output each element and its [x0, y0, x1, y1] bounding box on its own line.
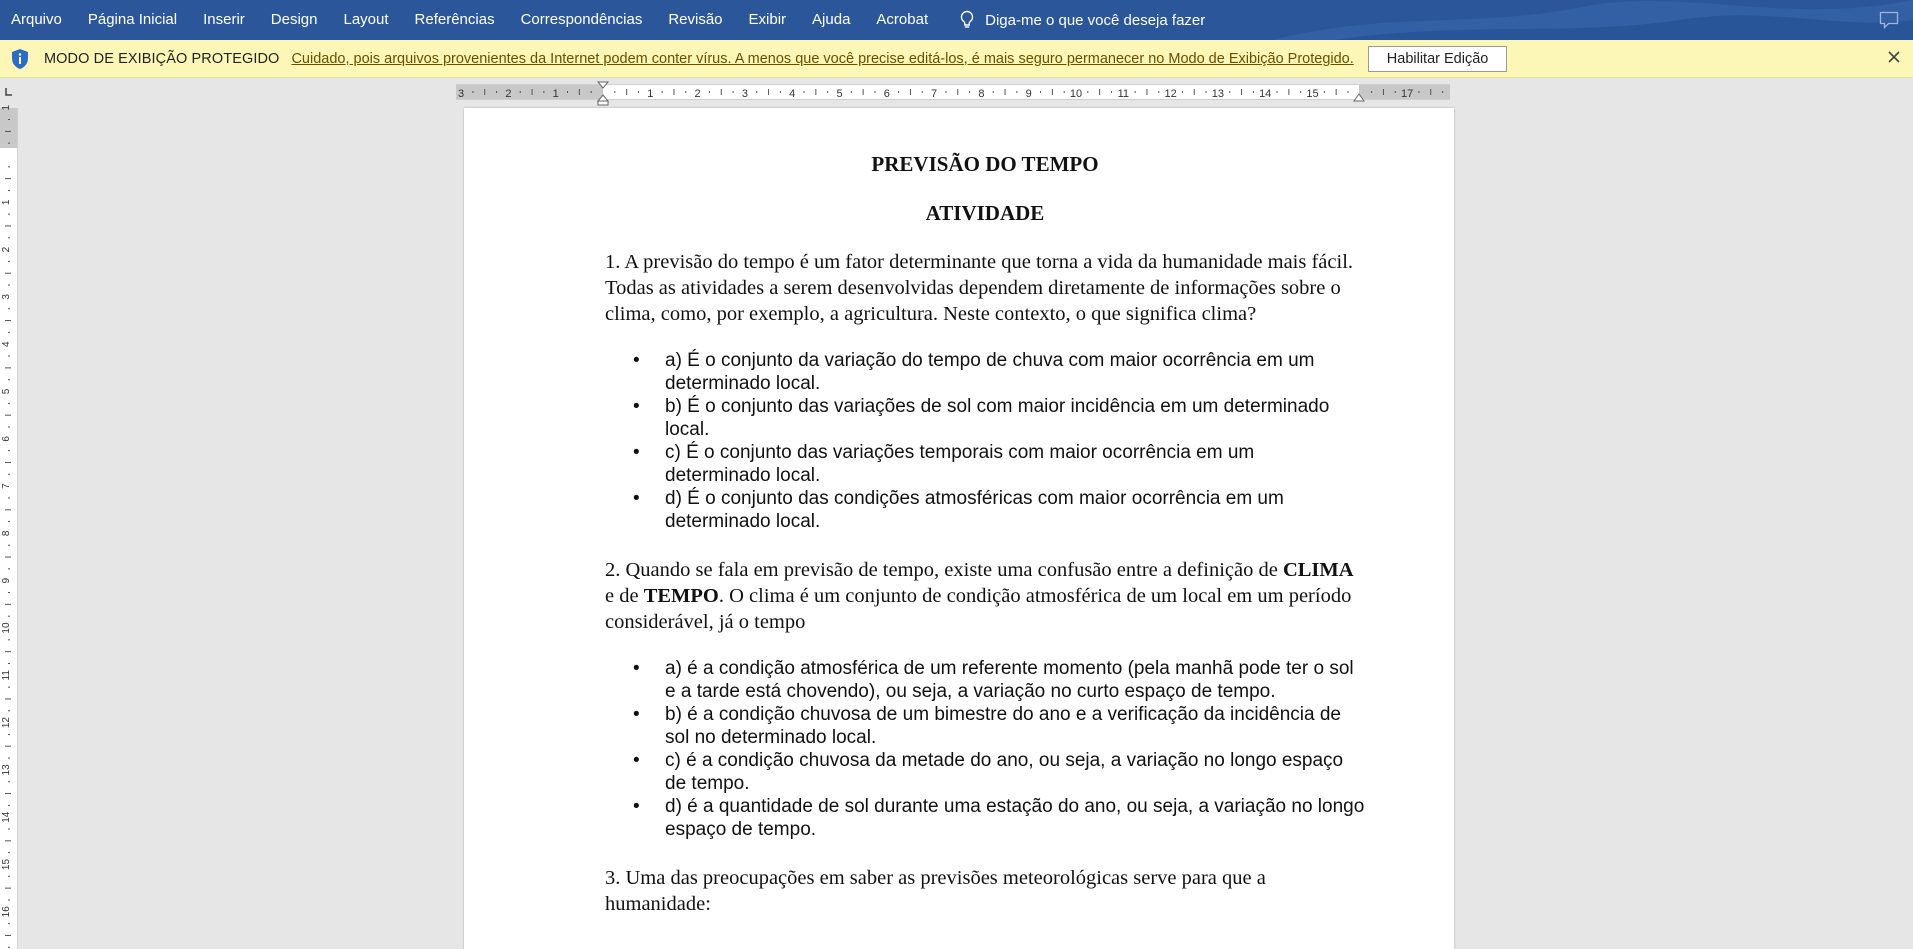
- ruler-tick: [945, 91, 946, 93]
- ruler-label: 8: [1, 530, 12, 537]
- ruler-tick: [1206, 91, 1207, 93]
- ruler-tick: [8, 356, 10, 357]
- ruler-tick: [8, 899, 10, 900]
- tab-referencias[interactable]: Referências: [414, 11, 495, 28]
- ribbon-menu-bar: [0, 0, 1913, 40]
- ruler-tick: [591, 91, 592, 93]
- ruler-tick: [5, 840, 11, 841]
- ruler-tick: [8, 758, 10, 759]
- ruler-tick: [8, 450, 10, 451]
- ruler-tick: [8, 379, 10, 380]
- list-item: • b) É o conjunto das variações de sol com maior incidência em um determinado local.: [605, 395, 1365, 441]
- ruler-label: 5: [1, 388, 12, 395]
- ruler-tick: [8, 876, 10, 877]
- vertical-ruler-ticks: [0, 104, 18, 949]
- ruler-tick: [1111, 91, 1112, 93]
- document-body: [605, 152, 1365, 917]
- ruler-tick: [8, 237, 10, 238]
- ruler-tick: [1347, 91, 1348, 93]
- ruler-tick: [5, 557, 11, 558]
- ruler-label: 12: [1164, 88, 1177, 100]
- ruler-tick: [626, 89, 627, 95]
- ruler-tick: [532, 89, 533, 95]
- ruler-tick: [8, 214, 10, 215]
- ruler-tick: [815, 89, 816, 95]
- ruler-label: 16: [1, 906, 12, 918]
- question-1-options: [605, 349, 1365, 533]
- ruler-tick: [898, 91, 899, 93]
- ruler-tick: [756, 91, 757, 93]
- ruler-tick: [1016, 91, 1017, 93]
- ruler-tick: [5, 935, 11, 936]
- question-2-text-part: 2. Quando se fala em previsão de tempo, existe uma confusão entre a definição de: [605, 559, 1283, 581]
- ruler-tick: [922, 91, 923, 93]
- ruler-tick: [5, 225, 11, 226]
- ruler-label: 14: [1259, 88, 1272, 100]
- ruler-tick: [5, 698, 11, 699]
- ruler-tick: [638, 91, 639, 93]
- tab-revisao[interactable]: Revisão: [668, 11, 723, 28]
- ruler-tick: [8, 781, 10, 782]
- document-subtitle: ATIVIDADE: [925, 201, 1045, 225]
- ruler-label: 1: [1, 199, 12, 206]
- question-2-options: [605, 657, 1365, 841]
- list-item: • d) é a quantidade de sol durante uma estação do ano, ou seja, a variação no longo espaço de tempo.: [605, 795, 1365, 841]
- ruler-tick: [1395, 91, 1396, 93]
- tab-layout[interactable]: Layout: [343, 11, 389, 28]
- ruler-tick: [5, 273, 11, 274]
- ruler-label: 9: [1, 577, 12, 584]
- bold-term-tempo: TEMPO: [643, 585, 719, 607]
- ruler-tick: [8, 545, 10, 546]
- ruler-tick: [1336, 89, 1337, 95]
- ruler-tick: [1087, 91, 1088, 93]
- ruler-tick: [673, 89, 674, 95]
- ruler-tick: [543, 91, 544, 93]
- ruler-tick: [5, 888, 11, 889]
- tab-design[interactable]: Design: [270, 11, 318, 28]
- ruler-label: 2: [694, 88, 701, 100]
- ruler-tick: [8, 687, 10, 688]
- tab-arquivo[interactable]: Arquivo: [11, 11, 62, 28]
- ruler-tick: [1300, 91, 1301, 93]
- ruler-tick: [8, 923, 10, 924]
- ruler-tick: [8, 403, 10, 404]
- ruler-tick: [1099, 89, 1100, 95]
- ruler-label: 13: [1211, 88, 1225, 100]
- ruler-tick: [721, 89, 722, 95]
- ruler-label: 7: [931, 88, 938, 100]
- ruler-label: 8: [978, 88, 985, 100]
- first-line-indent-marker-icon[interactable]: [597, 81, 609, 105]
- list-item: • c) É o conjunto das variações temporais com maior ocorrência em um determinado local.: [605, 441, 1365, 487]
- ruler-tick: [8, 710, 10, 711]
- ruler-tick: [5, 509, 11, 510]
- ruler-tick: [910, 89, 911, 95]
- ribbon-decoration: [1273, 0, 1913, 40]
- ruler-label: 6: [883, 88, 890, 100]
- ruler-label: 4: [789, 88, 796, 100]
- ruler-tick: [8, 285, 10, 286]
- ruler-tick: [8, 166, 10, 167]
- ruler-tick: [8, 616, 10, 617]
- list-item: • c) é a condição chuvosa da metade do ano, ou seja, a variação no longo espaço de tempo.: [605, 749, 1365, 795]
- ruler-tick: [8, 143, 10, 144]
- ruler-tick: [5, 462, 11, 463]
- ruler-tick: [5, 746, 11, 747]
- ruler-tick: [957, 89, 958, 95]
- ruler-tick: [8, 426, 10, 427]
- tab-acrobat[interactable]: Acrobat: [876, 11, 929, 28]
- ruler-tick: [1135, 91, 1136, 93]
- ruler-label: 11: [1117, 88, 1130, 100]
- ruler-label: 2: [505, 88, 512, 100]
- question-2-text-part: e de: [605, 585, 644, 607]
- list-item: • a) É o conjunto da variação do tempo de chuva com maior ocorrência em um determinado local.: [605, 349, 1365, 395]
- ruler-label: 11: [1, 670, 12, 681]
- ruler-tick: [804, 91, 805, 93]
- ruler-label: 13: [1, 764, 12, 776]
- tell-me-search[interactable]: [959, 10, 1205, 30]
- ruler-label: 10: [1, 622, 12, 634]
- ruler-tick: [662, 91, 663, 93]
- ruler-tick: [567, 91, 568, 93]
- ruler-tick: [993, 91, 994, 93]
- ruler-tick: [8, 639, 10, 640]
- ruler-tick: [5, 131, 11, 132]
- ruler-label: 4: [1, 341, 12, 347]
- ruler-tick: [1418, 91, 1419, 93]
- close-icon[interactable]: [1887, 50, 1901, 64]
- list-item: • b) é a condição chuvosa de um bimestre do ano e a verificação da incidência de sol no determinado local.: [605, 703, 1365, 749]
- ruler-label: 17: [1400, 88, 1414, 100]
- ruler-tick: [1288, 89, 1289, 95]
- ruler-tick: [1324, 91, 1325, 93]
- ruler-tick: [8, 734, 10, 735]
- ruler-tick: [614, 91, 615, 93]
- ruler-tick: [8, 521, 10, 522]
- ruler-tick: [1146, 89, 1147, 95]
- ruler-tick: [8, 663, 10, 664]
- ruler-tick: [8, 474, 10, 475]
- ruler-tick: [1052, 89, 1053, 95]
- ruler-tick: [1371, 91, 1372, 93]
- ruler-label: 1: [0, 104, 12, 111]
- ruler-tick: [5, 178, 11, 179]
- ruler-tick: [8, 592, 10, 593]
- ruler-tick: [1253, 91, 1254, 93]
- ruler-tick: [8, 308, 10, 309]
- ruler-label: 6: [1, 436, 12, 442]
- ruler-label: 10: [1069, 88, 1083, 100]
- ruler-tick: [685, 91, 686, 93]
- ruler-tick: [863, 89, 864, 95]
- ruler-tick: [8, 497, 10, 498]
- right-indent-marker-icon[interactable]: [1353, 91, 1365, 103]
- ruler-label: 14: [1, 811, 12, 823]
- protected-view-message[interactable]: Cuidado, pois arquivos provenientes da Internet podem conter vírus. A menos que você precise editá-los, é mais seguro permanecer no Modo de Exibição Protegido.: [291, 50, 1354, 67]
- ruler-tick: [1229, 91, 1230, 93]
- ruler-label: 7: [1, 483, 12, 489]
- ruler-tick: [1182, 91, 1183, 93]
- ruler-label: 9: [1025, 88, 1032, 100]
- ruler-label: 3: [741, 88, 748, 100]
- ruler-tick: [496, 91, 497, 93]
- protected-view-bar: [0, 40, 1913, 78]
- ruler-label: 2: [1, 246, 12, 253]
- tab-pagina-inicial[interactable]: Página Inicial: [87, 11, 178, 28]
- ruler-label: 1: [552, 88, 559, 100]
- document-title: PREVISÃO DO TEMPO: [871, 152, 1099, 176]
- ruler-tick: [780, 91, 781, 93]
- ruler-tick: [1194, 89, 1195, 95]
- protected-view-title: MODO DE EXIBIÇÃO PROTEGIDO: [44, 50, 280, 67]
- ruler-tick: [579, 89, 580, 95]
- tab-inserir[interactable]: Inserir: [203, 11, 245, 28]
- list-item: • d) É o conjunto das condições atmosféricas com maior ocorrência em um determinado local.: [605, 487, 1365, 533]
- ruler-tick: [484, 89, 485, 95]
- ruler-label: 12: [1, 717, 12, 729]
- ruler-tick: [5, 415, 11, 416]
- horizontal-ruler[interactable]: [456, 84, 1450, 100]
- ruler-tick: [5, 320, 11, 321]
- ruler-tick: [472, 91, 473, 93]
- question-2-text: [605, 557, 1365, 635]
- ruler-label: 15: [1306, 88, 1319, 100]
- ruler-tick: [8, 852, 10, 853]
- ruler-tick: [5, 793, 11, 794]
- ruler-label: 1: [647, 88, 654, 100]
- ruler-tick: [1383, 89, 1384, 95]
- lightbulb-icon: [959, 10, 975, 30]
- tab-exibir[interactable]: Exibir: [748, 11, 787, 28]
- question-1-text: 1. A previsão do tempo é um fator determinante que torna a vida da humanidade mais fácil. Todas as atividades a serem desenvolvidas dependem diretamente de informações sobre o clima, como, por exemplo, a agricultura. Neste contexto, o que significa clima?: [605, 251, 1354, 325]
- ruler-label: 5: [836, 88, 843, 100]
- ruler-tick: [1005, 89, 1006, 95]
- ruler-tick: [827, 91, 828, 93]
- ruler-tick: [1040, 91, 1041, 93]
- document-page[interactable]: [464, 108, 1454, 949]
- ruler-label: 15: [1, 858, 12, 871]
- ruler-tick: [8, 829, 10, 830]
- ruler-tick: [8, 119, 10, 120]
- vertical-ruler[interactable]: [0, 104, 18, 949]
- ruler-tick: [5, 651, 11, 652]
- ruler-tick: [709, 91, 710, 93]
- ruler-tick: [768, 89, 769, 95]
- ruler-tick: [1241, 89, 1242, 95]
- ruler-tick: [969, 91, 970, 93]
- comments-icon[interactable]: [1879, 11, 1899, 29]
- ruler-label: 3: [1, 294, 12, 300]
- question-3-text: 3. Uma das preocupações em saber as previsões meteorológicas serve para que a humanidade:: [605, 867, 1266, 915]
- ruler-tick: [8, 805, 10, 806]
- ruler-tick: [520, 91, 521, 93]
- tab-stop-selector-icon[interactable]: [0, 82, 18, 102]
- ruler-tick: [8, 190, 10, 191]
- shield-info-icon: [10, 48, 30, 70]
- tab-ajuda[interactable]: Ajuda: [812, 11, 851, 28]
- ruler-tick: [1430, 89, 1431, 95]
- ruler-tick: [8, 947, 10, 948]
- ruler-tick: [1277, 91, 1278, 93]
- ruler-tick: [1442, 91, 1443, 93]
- ruler-tick: [5, 604, 11, 605]
- ruler-tick: [5, 367, 11, 368]
- enable-editing-button[interactable]: Habilitar Edição: [1368, 46, 1508, 72]
- ruler-tick: [1064, 91, 1065, 93]
- ruler-tick: [8, 332, 10, 333]
- question-2-text-part: . O clima é um conjunto de condição atmosférica de um local em um período considerável, já o tempo: [605, 585, 1352, 633]
- tab-correspondencias[interactable]: Correspondências: [520, 11, 643, 28]
- ruler-tick: [8, 261, 10, 262]
- ruler-tick: [874, 91, 875, 93]
- ruler-tick: [1158, 91, 1159, 93]
- ruler-tick: [851, 91, 852, 93]
- bold-term-clima: CLIMA: [1282, 559, 1354, 581]
- ruler-tick: [733, 91, 734, 93]
- list-item: • a) é a condição atmosférica de um referente momento (pela manhã pode ter o sol e a tarde está chovendo), ou seja, a variação no curto espaço de tempo.: [605, 657, 1365, 703]
- ruler-tick: [8, 568, 10, 569]
- tell-me-text: Diga-me o que você deseja fazer: [985, 11, 1206, 29]
- ruler-label: 3: [458, 88, 465, 100]
